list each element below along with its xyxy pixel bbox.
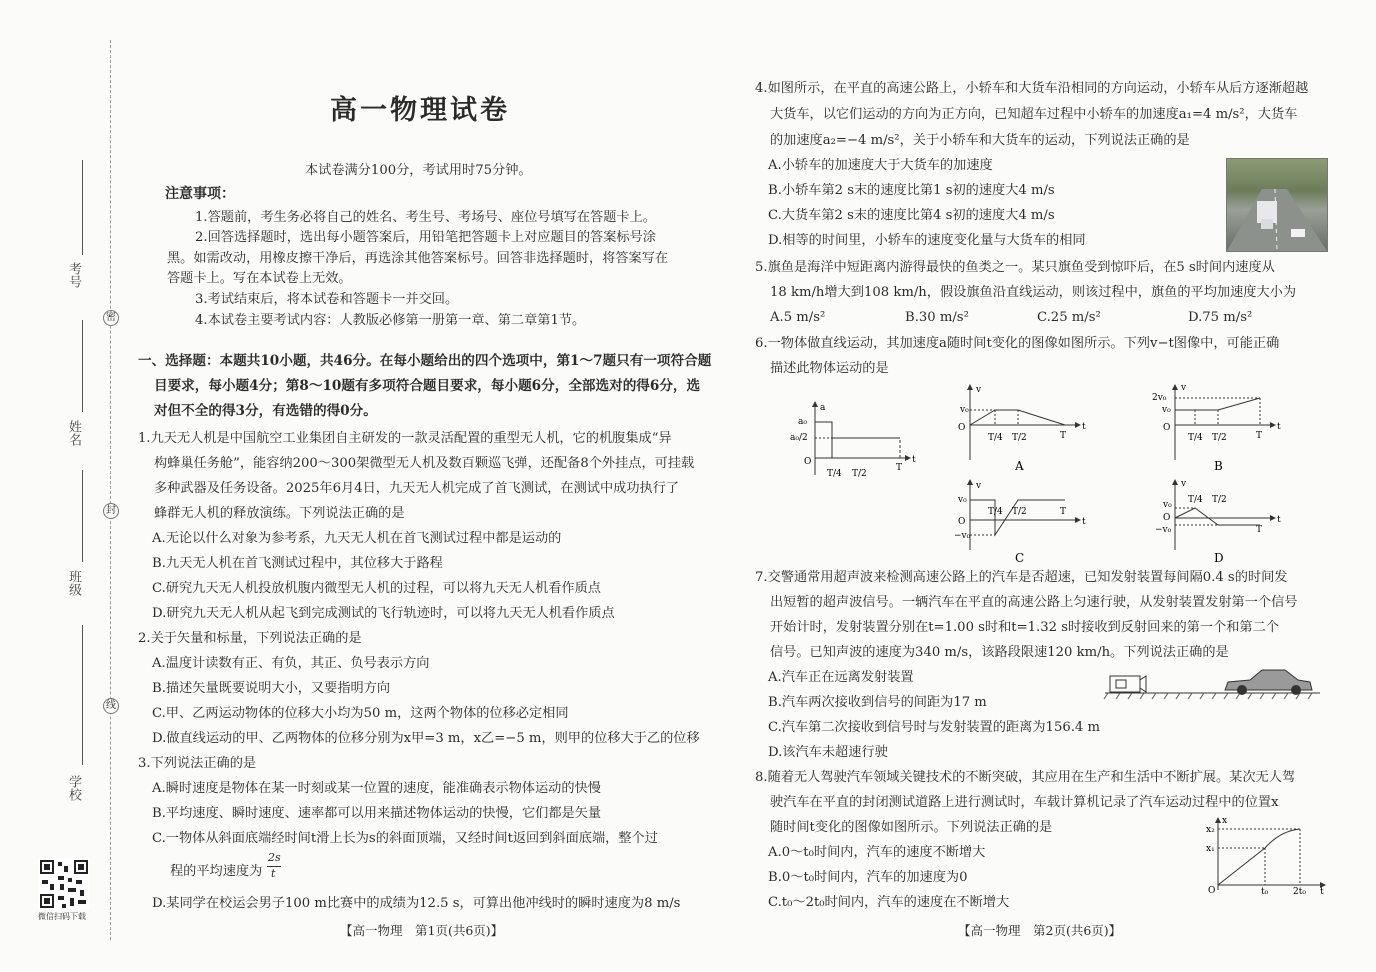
q4-stem-line: 的加速度a₂=−4 m/s²，关于小轿车和大货车的运动，下列说法正确的是 — [770, 133, 1190, 148]
q7-option-a: A.汽车正在远离发射装置 — [768, 670, 914, 685]
section-heading: 对但不全的得3分，有选错的得0分。 — [154, 403, 377, 419]
q3-option-b: B.平均速度、瞬时速度、速率都可以用来描述物体运动的快慢，它们都是矢量 — [152, 806, 602, 821]
t-half-label: T/2 — [1012, 507, 1027, 517]
note-line: 4.本试卷主要考试内容：人教版必修第一册第一章、第二章第1节。 — [195, 313, 586, 328]
q7-option-c: C.汽车第二次接收到信号时与发射装置的距离为156.4 m — [768, 720, 1101, 735]
q4-stem-line: 大货车，以它们运动的方向为正方向，已知超车过程中小轿车的加速度a₁=4 m/s²，大货车 — [770, 107, 1298, 122]
qr-caption: 微信扫码下载 — [38, 912, 86, 921]
school-line — [82, 625, 83, 765]
t-full-label: T — [896, 463, 903, 473]
t-full-label: T — [1060, 431, 1067, 441]
q1-stem-line: 1.九天无人机是中国航空工业集团自主研发的一款灵活配置的重型无人机，它的机腹集成“异 — [138, 431, 672, 446]
q6-stem-line: 6.一物体做直线运动，其加速度a随时间t变化的图像如图所示。下列v−t图像中，可能正确 — [755, 336, 1280, 351]
q8-option-a: A.0～t₀时间内，汽车的速度不断增大 — [768, 845, 986, 860]
note-line: 黑。如需改动，用橡皮擦干净后，再选涂其他答案标号。回答非选择题时，将答案写在 — [167, 251, 669, 266]
q6-stem-line: 描述此物体运动的是 — [770, 361, 889, 376]
highway-photo — [1226, 158, 1328, 252]
neg-v0-label: −v₀ — [954, 531, 971, 541]
two-v0-label: 2v₀ — [1152, 393, 1167, 403]
t-full-label: T — [1256, 525, 1263, 535]
q2-option-b: B.描述矢量既要说明大小，又要指明方向 — [152, 681, 391, 696]
q2-option-a: A.温度计读数有正、有负，其正、负号表示方向 — [152, 656, 430, 671]
emitter-device — [1110, 676, 1146, 692]
t-quarter-label: T/4 — [988, 433, 1003, 443]
note-line: 1.答题前，考生务必将自己的姓名、考生号、考场号、座位号填写在答题卡上。 — [195, 210, 656, 225]
exam-no-line — [82, 160, 83, 255]
q1-stem-line: 构蜂巢任务舱”，能容纳200～300架微型无人机及数百颗巡飞弹，还配备8个外挂点，可挂载 — [154, 456, 695, 471]
origin-label: O — [1208, 886, 1216, 895]
class-label: 班级 — [66, 570, 81, 596]
q1-option-a: A.无论以什么对象为参考系，九天无人机在首飞测试过程中都是运动的 — [152, 531, 562, 546]
choice-d-label: D — [1214, 551, 1224, 565]
axis-t-label: t — [912, 455, 916, 465]
school-label: 学校 — [66, 775, 81, 801]
page1-footer: 【高一物理 第1页(共6页)】 — [340, 923, 504, 938]
q3-option-a: A.瞬时速度是物体在某一时刻或某一位置的速度，能准确表示物体运动的快慢 — [152, 781, 601, 796]
a0-label: a₀ — [798, 417, 807, 427]
t-quarter-label: T/4 — [1188, 433, 1203, 443]
axis-x-label: x — [1222, 816, 1228, 826]
choice-c-label: C — [1015, 551, 1025, 565]
x2-label: x₂ — [1206, 825, 1215, 835]
section-heading: 一、选择题：本题共10小题，共46分。在每小题给出的四个选项中，第1～7题只有一项符合题 — [138, 353, 712, 369]
seal-mark-xian: 线 — [103, 698, 119, 714]
a0-half-label: a₀/2 — [790, 433, 808, 443]
q7-stem-line: 7.交警通常用超声波来检测高速公路上的汽车是否超速，已知发射装置每间隔0.4 s的时间发 — [755, 570, 1288, 585]
axis-t-label: t — [1082, 517, 1086, 527]
q7-stem-line: 信号。已知声波的速度为340 m/s，该路段限速120 km/h。下列说法正确的是 — [770, 645, 1229, 660]
q3-option-d: D.某同学在校运会男子100 m比赛中的成绩为12.5 s，可算出他冲线时的瞬时速度为8 m/s — [152, 896, 681, 911]
q7-stem-line: 开始计时，发射装置分别在t=1.00 s时和t=1.32 s时接收到反射回来的第一个和第二个 — [770, 620, 1279, 635]
q5-stem-line: 5.旗鱼是海洋中短距离内游得最快的鱼类之一。某只旗鱼受到惊吓后，在5 s时间内速度从 — [755, 260, 1275, 275]
origin-label: O — [958, 517, 966, 527]
q7-option-d: D.该汽车未超速行驶 — [768, 745, 888, 760]
q2-option-d: D.做直线运动的甲、乙两物体的位移分别为x甲=3 m，x乙=−5 m，则甲的位移大于乙的位移 — [152, 731, 700, 746]
q8-stem-line: 8.随着无人驾驶汽车领域关键技术的不断突破，其应用在生产和生活中不断扩展。某次无人驾 — [755, 770, 1296, 785]
origin-label: O — [958, 423, 966, 433]
name-line — [82, 320, 83, 412]
binding-dashed-line — [110, 40, 111, 940]
neg-v0-label: −v₀ — [1155, 525, 1172, 535]
q7-option-b: B.汽车两次接收到信号的间距为17 m — [768, 695, 987, 710]
q5-stem-line: 18 km/h增大到108 km/h，假设旗鱼沿直线运动，则该过程中，旗鱼的平均加速度大小为 — [770, 285, 1297, 300]
q2-option-c: C.甲、乙两运动物体的位移大小均为50 m，这两个物体的位移必定相同 — [152, 706, 569, 721]
axis-t-label: t — [1082, 422, 1086, 432]
name-label: 姓名 — [66, 420, 81, 446]
t-half-label: T/2 — [1012, 433, 1027, 443]
q1-option-c: C.研究九天无人机投放机腹内微型无人机的过程，可以将九天无人机看作质点 — [152, 581, 601, 596]
v0-label: v₀ — [1163, 500, 1172, 510]
q1-option-d: D.研究九天无人机从起飞到完成测试的飞行轨迹时，可以将九天无人机看作质点 — [152, 606, 615, 621]
q5-option-c: C.25 m/s² — [1037, 310, 1101, 325]
q4-option-b: B.小轿车第2 s末的速度比第1 s初的速度大4 m/s — [768, 183, 1055, 198]
fraction-denominator: t — [271, 867, 276, 880]
axis-t-label: t — [1320, 887, 1324, 895]
q3-option-c: C.一物体从斜面底端经时间t滑上长为s的斜面顶端，又经时间t返回到斜面底端，整个过 — [152, 831, 658, 846]
q6-figure — [790, 380, 1330, 570]
notes-heading: 注意事项： — [165, 186, 235, 202]
q3-option-c-continued: 程的平均速度为 — [170, 864, 263, 879]
seal-mark-mi: 密 — [103, 310, 119, 326]
q8-option-c: C.t₀～2t₀时间内，汽车的速度在不断增大 — [768, 895, 1010, 910]
q1-stem-line: 多种武器及任务设备。2025年6月4日，九天无人机完成了首飞测试，在测试中成功执行了 — [154, 481, 680, 496]
axis-a-label: a — [820, 403, 826, 413]
t-quarter-label: T/4 — [827, 469, 842, 479]
q5-option-a: A.5 m/s² — [770, 310, 826, 325]
axis-t-label: t — [1277, 515, 1281, 525]
note-line: 3.考试结束后，将本试卷和答题卡一并交回。 — [195, 292, 459, 307]
car-icon — [1225, 670, 1312, 695]
v-t-graph-a — [958, 385, 1086, 473]
seal-mark-feng: 封 — [103, 503, 119, 519]
t-quarter-label: T/4 — [1188, 495, 1203, 505]
q7-stem-line: 出短暂的超声波信号。一辆汽车在平直的高速公路上匀速行驶，从发射装置发射第一个信号 — [770, 595, 1298, 610]
v0-label: v₀ — [960, 405, 969, 415]
t-half-label: T/2 — [852, 469, 867, 479]
t-half-label: T/2 — [1212, 433, 1227, 443]
axis-v-label: v — [1181, 383, 1187, 393]
class-line — [82, 470, 83, 562]
choice-b-label: B — [1214, 459, 1223, 473]
q7-figure — [1100, 662, 1325, 702]
axis-v-label: v — [1181, 479, 1187, 489]
q1-stem-line: 蜂群无人机的释放演练。下列说法正确的是 — [154, 506, 405, 521]
q8-stem-line: 驶汽车在平直的封闭测试道路上进行测试时，车载计算机记录了汽车运动过程中的位置x — [770, 795, 1279, 810]
v0-label: v₀ — [958, 495, 967, 505]
v-t-graph-b — [1152, 383, 1281, 473]
qr-code — [38, 858, 90, 910]
page2-footer: 【高一物理 第2页(共6页)】 — [958, 923, 1122, 938]
origin-label: O — [1163, 513, 1171, 523]
v-t-graph-c — [954, 480, 1086, 565]
two-t0-label: 2t₀ — [1293, 887, 1306, 895]
note-line: 2.回答选择题时，选出每小题答案后，用铅笔把答题卡上对应题目的答案标号涂 — [195, 230, 656, 245]
q2-stem: 2.关于矢量和标量，下列说法正确的是 — [138, 631, 362, 646]
q3-stem: 3.下列说法正确的是 — [138, 756, 257, 771]
page-title: 高一物理试卷 — [330, 95, 510, 126]
t-half-label: T/2 — [1212, 495, 1227, 505]
t0-label: t₀ — [1261, 887, 1269, 895]
q8-stem-line: 随时间t变化的图像如图所示。下列说法正确的是 — [770, 820, 1053, 835]
q4-option-d: D.相等的时间里，小轿车的速度变化量与大货车的相同 — [768, 233, 1086, 248]
axis-v-label: v — [976, 385, 982, 395]
t-full-label: T — [1060, 507, 1067, 517]
section-heading: 目要求，每小题4分；第8～10题有多项符合题目要求，每小题6分，全部选对的得6分，选 — [154, 378, 701, 394]
q5-option-b: B.30 m/s² — [905, 310, 969, 325]
x1-label: x₁ — [1206, 844, 1215, 854]
exam-no-label: 考号 — [66, 262, 81, 288]
t-quarter-label: T/4 — [988, 507, 1003, 517]
q1-option-b: B.九天无人机在首飞测试过程中，其位移大于路程 — [152, 556, 443, 571]
v-t-graph-d — [1155, 479, 1281, 565]
a-t-graph — [790, 402, 916, 479]
q8-option-b: B.0～t₀时间内，汽车的加速度为0 — [768, 870, 968, 885]
t-full-label: T — [1256, 431, 1263, 441]
axis-t-label: t — [1277, 422, 1281, 432]
exam-subtitle: 本试卷满分100分，考试用时75分钟。 — [305, 163, 532, 178]
origin-label: O — [804, 457, 812, 467]
q8-x-t-graph — [1200, 815, 1330, 895]
note-line: 答题卡上。写在本试卷上无效。 — [167, 271, 352, 286]
q4-stem-line: 4.如图所示，在平直的高速公路上，小轿车和大货车沿相同的方向运动，小轿车从后方逐渐超越 — [755, 81, 1309, 96]
fraction-numerator: 2s — [268, 851, 281, 864]
origin-label: O — [1163, 423, 1171, 433]
choice-a-label: A — [1015, 459, 1024, 473]
q4-option-a: A.小轿车的加速度大于大货车的加速度 — [768, 158, 993, 173]
axis-v-label: v — [976, 481, 982, 491]
q5-option-d: D.75 m/s² — [1188, 310, 1253, 325]
q4-option-c: C.大货车第2 s末的速度比第4 s初的速度大4 m/s — [768, 208, 1055, 223]
v0-label: v₀ — [1162, 405, 1171, 415]
